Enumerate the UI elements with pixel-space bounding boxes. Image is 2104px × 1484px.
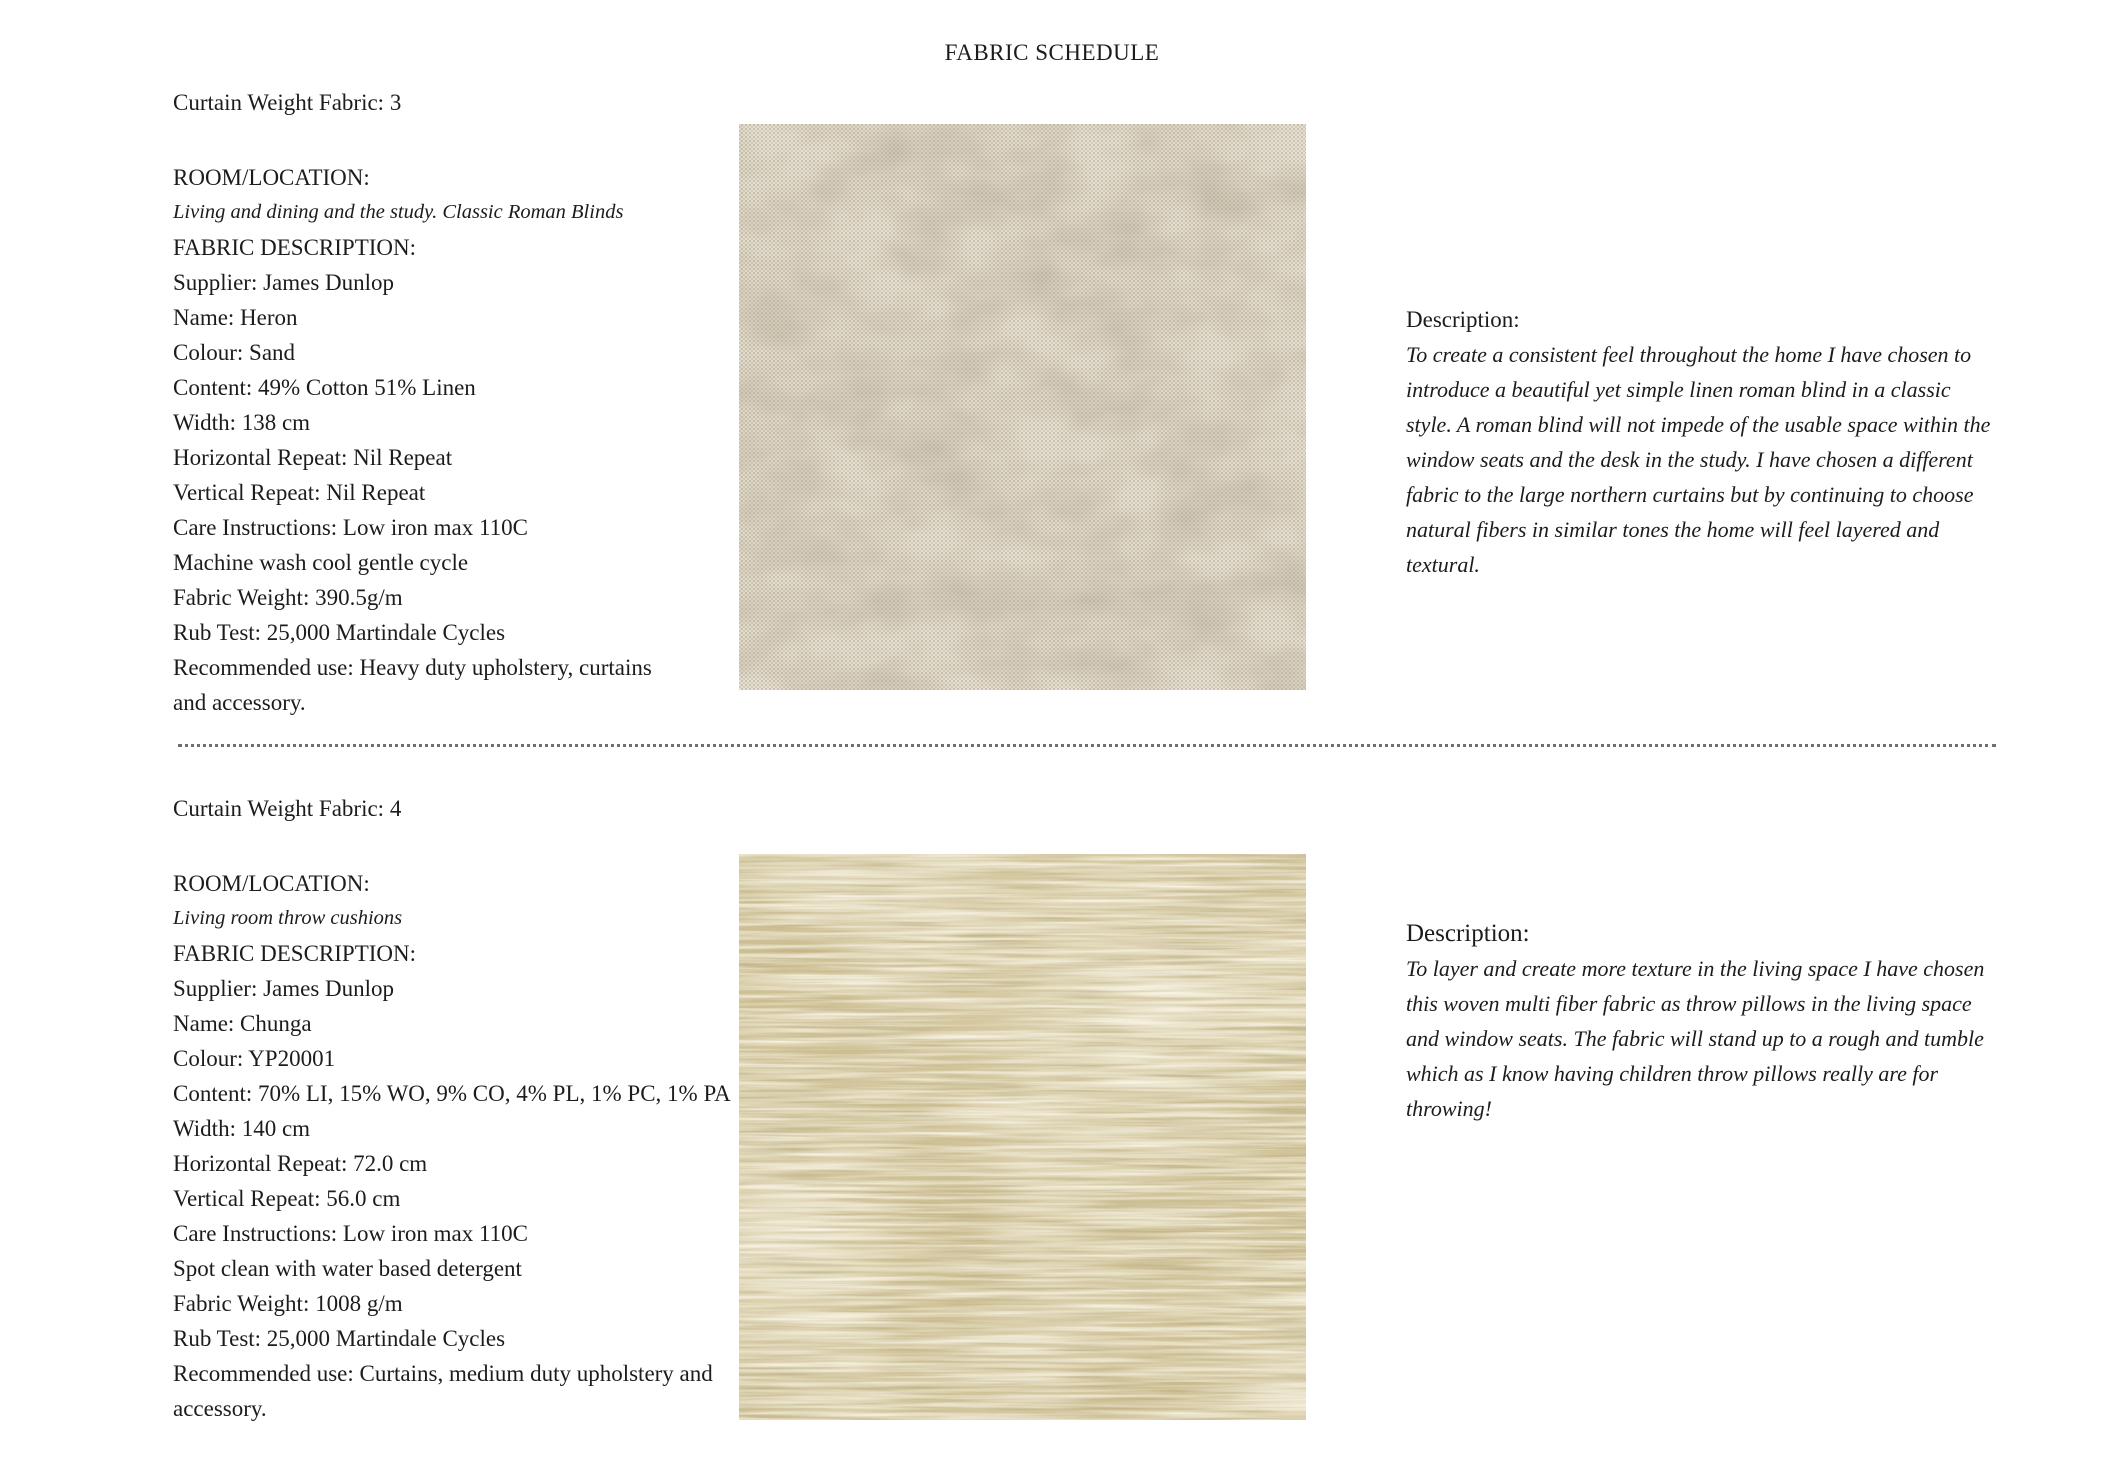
- supplier: Supplier: James Dunlop: [173, 270, 395, 295]
- room-location-value: Living and dining and the study. Classic Roman Blinds: [173, 201, 624, 223]
- content: Content: 70% LI, 15% WO, 9% CO, 4% PL, 1% PC, 1% PA: [173, 1081, 731, 1106]
- fabric-specs: [173, 160, 743, 720]
- fabric-section-3: [0, 90, 2104, 730]
- vertical-repeat: Vertical Repeat: 56.0 cm: [173, 1186, 401, 1211]
- fabric-specs: [173, 866, 743, 1426]
- width: Width: 140 cm: [173, 1116, 311, 1141]
- fabric-weight: Fabric Weight: 390.5g/m: [173, 585, 403, 610]
- fabric-heading: Curtain Weight Fabric: 3: [173, 90, 402, 115]
- fabric-swatch-image: [739, 124, 1306, 690]
- rub-test: Rub Test: 25,000 Martindale Cycles: [173, 1326, 506, 1351]
- fabric-name: Name: Heron: [173, 305, 298, 330]
- fabric-description-label: FABRIC DESCRIPTION:: [173, 235, 417, 260]
- horizontal-repeat: Horizontal Repeat: Nil Repeat: [173, 445, 453, 470]
- recommended-use: Recommended use: Curtains, medium duty upholstery and accessory.: [173, 1361, 713, 1421]
- description-label: Description:: [1406, 920, 1530, 947]
- description-label: Description:: [1406, 307, 1520, 332]
- description-block: [1406, 302, 1996, 582]
- page-title: FABRIC SCHEDULE: [944, 40, 1160, 65]
- room-location-value: Living room throw cushions: [173, 907, 403, 929]
- horizontal-repeat: Horizontal Repeat: 72.0 cm: [173, 1151, 428, 1176]
- colour: Colour: Sand: [173, 340, 296, 365]
- vertical-repeat: Vertical Repeat: Nil Repeat: [173, 480, 426, 505]
- fabric-section-4: [0, 796, 2104, 1456]
- room-location-label: ROOM/LOCATION:: [173, 165, 370, 190]
- section-divider: [178, 744, 1996, 747]
- fabric-weight: Fabric Weight: 1008 g/m: [173, 1291, 403, 1316]
- content: Content: 49% Cotton 51% Linen: [173, 375, 476, 400]
- fabric-swatch-image: [739, 854, 1306, 1420]
- description-text: To layer and create more texture in the living space I have chosen this woven multi fiber fabric as throw pillows in the living space and window seats. The fabric will stand up to a rough and tumble which as I know having children throw pillows really are for throwing!: [1406, 956, 1985, 1121]
- care-instructions: Care Instructions: Low iron max 110C: [173, 515, 528, 540]
- wash-instructions: Machine wash cool gentle cycle: [173, 550, 469, 575]
- width: Width: 138 cm: [173, 410, 311, 435]
- fabric-name: Name: Chunga: [173, 1011, 312, 1036]
- fabric-description-label: FABRIC DESCRIPTION:: [173, 941, 417, 966]
- care-instructions: Care Instructions: Low iron max 110C: [173, 1221, 528, 1246]
- description-text: To create a consistent feel throughout the home I have chosen to introduce a beautiful yet simple linen roman blind in a classic style. A roman blind will not impede of the usable space within the window seats and the desk in the study. I have chosen a different fabric to the large northern curtains but by continuing to choose natural fibers in similar tones the home will feel layered and textural.: [1406, 342, 1991, 577]
- fabric-heading: Curtain Weight Fabric: 4: [173, 796, 402, 821]
- colour: Colour: YP20001: [173, 1046, 336, 1071]
- recommended-use: Recommended use: Heavy duty upholstery, curtains and accessory.: [173, 655, 652, 715]
- room-location-label: ROOM/LOCATION:: [173, 871, 370, 896]
- wash-instructions: Spot clean with water based detergent: [173, 1256, 522, 1281]
- description-block: [1406, 916, 1996, 1126]
- supplier: Supplier: James Dunlop: [173, 976, 395, 1001]
- rub-test: Rub Test: 25,000 Martindale Cycles: [173, 620, 506, 645]
